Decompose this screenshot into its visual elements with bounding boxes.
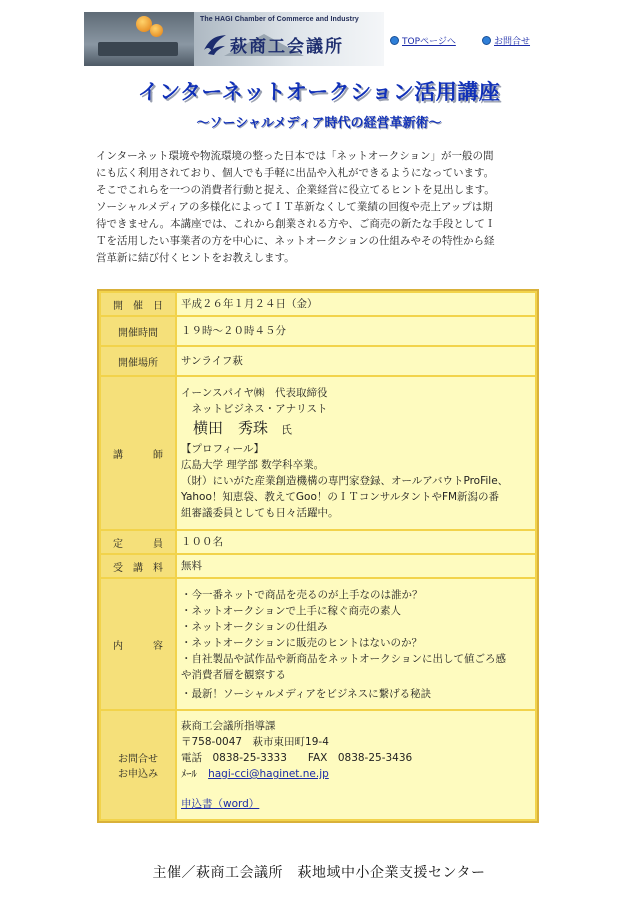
organizer-footer: 主催／萩商工会議所 萩地域中小企業支援センター	[152, 865, 486, 881]
intro-line: 営革新に結び付くヒントをお教えします。	[96, 252, 295, 264]
contact-link[interactable]	[482, 34, 530, 47]
inquiry-value	[177, 711, 535, 819]
intro-line: にも広く利用されており、個人でも手軽に出品や入札ができるようになっています。	[96, 167, 495, 179]
spacer	[181, 782, 531, 796]
content-label: 内 容	[101, 579, 175, 709]
lecturer-name: 横田 秀珠	[193, 419, 269, 437]
top-page-link[interactable]	[390, 34, 456, 47]
top-page-link-label: TOPページへ	[402, 37, 456, 47]
date-value: 平成２６年１月２４日（金）	[177, 293, 535, 315]
intro-line: インターネット環境や物流環境の整った日本では「ネットオークション」が一般の間	[96, 150, 494, 162]
lecturer-value	[177, 377, 535, 529]
inquiry-label	[101, 711, 175, 819]
mail-label: ﾒｰﾙ	[181, 768, 197, 780]
profile-line: Yahoo！知恵袋、教えてGoo！のＩＴコンサルタントやFM新潟の番	[181, 491, 500, 503]
english-org-name: The HAGI Chamber of Commerce and Industry	[200, 16, 359, 23]
capacity-value: １００名	[177, 531, 535, 553]
table-row	[101, 579, 535, 709]
list-item: ・最新！ソーシャルメディアをビジネスに繋げる秘訣	[181, 687, 432, 700]
inquiry-org: 萩商工会議所指導課	[181, 720, 276, 732]
intro-line: ソーシャルメディアの多様化によってＩＴ革新なくして業績の回復や売上アップは期	[96, 201, 493, 213]
time-value: １９時〜２０時４５分	[177, 317, 535, 345]
intro-line: Ｔを活用したい事業者の方を中心に、ネットオークションの仕組みやその特性から経	[96, 235, 495, 247]
profile-line: 広島大学 理学部 数学科卒業。	[181, 459, 325, 471]
table-row	[101, 531, 535, 553]
content-value	[177, 579, 535, 709]
inquiry-address: 〒758-0047 萩市東田町19-4	[181, 736, 329, 748]
page-title: インターネットオークション活用講座	[137, 80, 501, 104]
list-item: ・ネットオークションで上手に稼ぐ商売の素人	[181, 604, 401, 617]
intro-text	[96, 148, 544, 267]
lecturer-company: イーンスパイヤ㈱ 代表取締役	[181, 387, 328, 399]
table-row	[101, 293, 535, 315]
email-link[interactable]: hagi-cci@haginet.ne.jp	[208, 768, 329, 780]
venue-label: 開催場所	[101, 347, 175, 375]
page-subtitle: 〜ソーシャルメディア時代の経営革新術〜	[196, 116, 442, 131]
inquiry-mail-line	[181, 766, 531, 782]
chamber-logo-icon	[202, 32, 228, 56]
table-row	[101, 347, 535, 375]
japanese-org-name: 萩商工会議所	[230, 37, 344, 57]
list-item: ・ネットオークションに販売のヒントはないのか？	[181, 636, 422, 649]
fee-value: 無料	[177, 555, 535, 577]
fee-label: 受 講 料	[101, 555, 175, 577]
bullet-icon	[390, 36, 399, 45]
time-label: 開催時間	[101, 317, 175, 345]
table-row	[101, 377, 535, 529]
bullet-icon	[482, 36, 491, 45]
inquiry-phone: 電話 0838-25-3333 FAX 0838-25-3436	[181, 752, 413, 764]
venue-value: サンライフ萩	[177, 347, 535, 375]
inquiry-label-line: お申込み	[118, 769, 158, 780]
list-item: や消費者層を観察する	[181, 668, 286, 681]
contact-link-label: お問合せ	[494, 37, 531, 47]
header	[84, 12, 538, 66]
event-info-table	[97, 289, 539, 823]
list-item: ・今一番ネットで商品を売るのが上手なのは誰か？	[181, 588, 423, 601]
table-row	[101, 555, 535, 577]
inquiry-label-line: お問合せ	[118, 754, 158, 765]
date-label: 開 催 日	[101, 293, 175, 315]
list-item: ・自社製品や試作品や新商品をネットオークションに出して値ごろ感	[181, 652, 506, 665]
intro-line: そこでこれらを一つの消費者行動と捉え、企業経営に役立てるヒントを見出します。	[96, 184, 495, 196]
header-banner	[84, 12, 384, 66]
citrus-photo	[150, 24, 163, 37]
capacity-label: 定 員	[101, 531, 175, 553]
lecturer-honorific: 氏	[281, 424, 292, 436]
lecturer-label: 講 師	[101, 377, 175, 529]
list-item: ・ネットオークションの仕組み	[181, 620, 328, 633]
lecturer-name-line	[181, 417, 531, 441]
table-row	[101, 317, 535, 345]
application-form-link[interactable]: 申込書（word）	[181, 798, 260, 810]
profile-line: （財）にいがた産業創造機構の専門家登録、オールアバウトProFile、	[181, 475, 509, 487]
profile-heading: 【プロフィール】	[181, 443, 264, 455]
table-row	[101, 711, 535, 819]
profile-line: 組審議委員としても日々活躍中。	[181, 507, 339, 519]
lecturer-role: ネットビジネス・アナリスト	[181, 403, 328, 415]
intro-line: 待できません。本講座では、これから創業される方や、ご商売の新たな手段としてＩ	[96, 218, 496, 230]
